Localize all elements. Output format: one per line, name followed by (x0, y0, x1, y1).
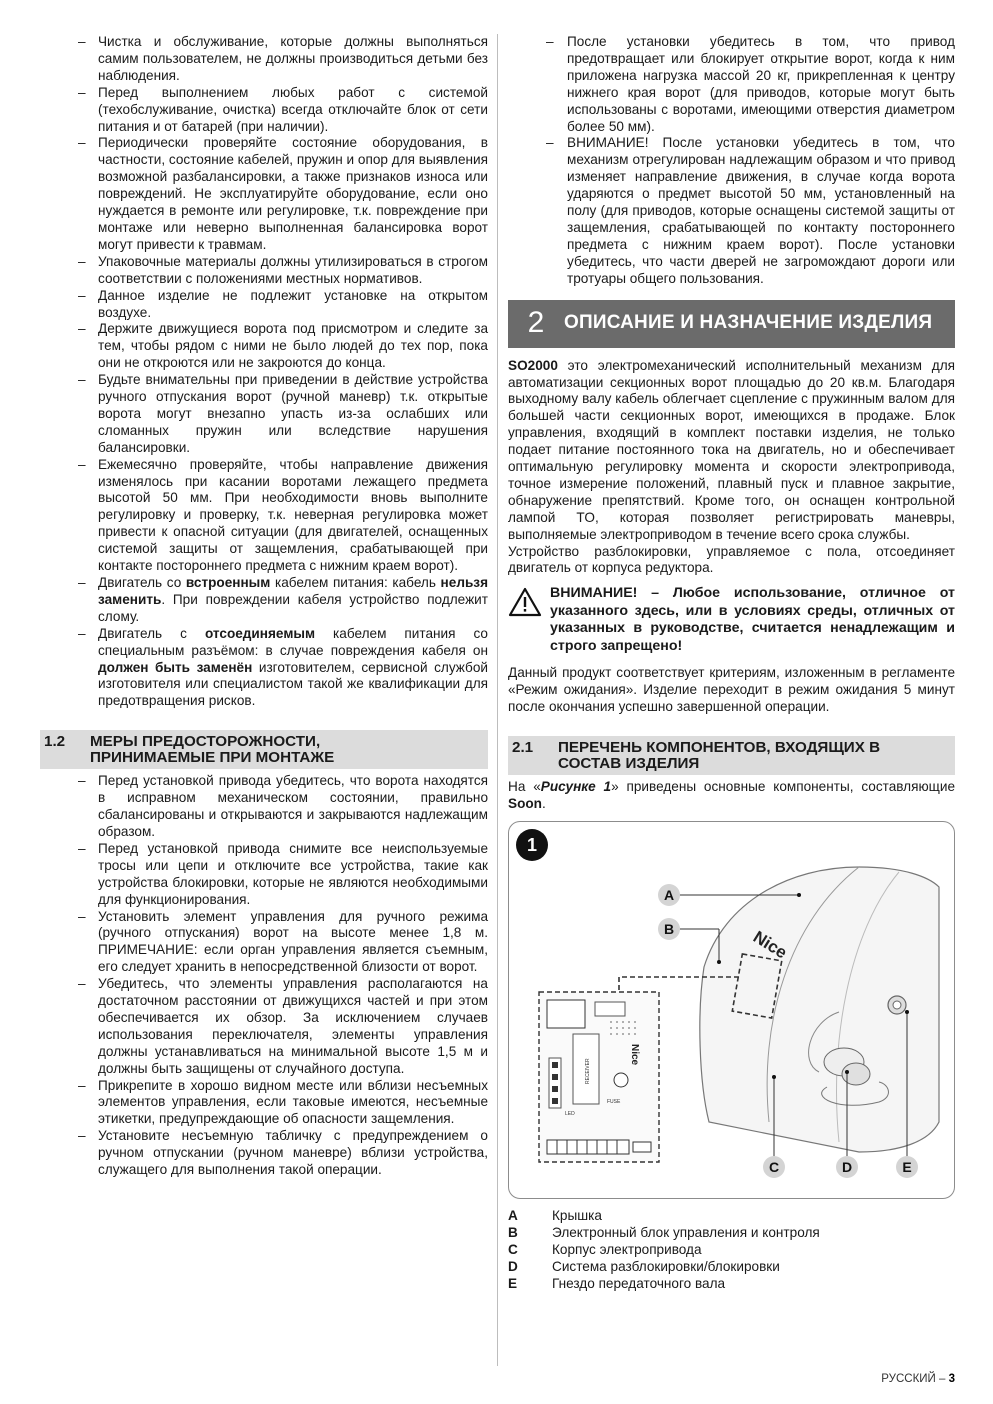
right-column (508, 34, 955, 1292)
release-description: Устройство разблокировки, управляемое с пола, отсоединяет двигатель от корпуса редуктора. (508, 543, 955, 576)
page-footer: РУССКИЙ – 3 (881, 1373, 955, 1385)
figure-number: 1 (526, 834, 538, 855)
list-item: – Будьте внимательны при приведении в действие устройства ручного отпускания ворот (ручной маневр) т.к. открытые ворота могут внезапно упасть из-за ослабших или сломанных пружин или вследствие нарушения балансировки. (40, 372, 488, 457)
section-title: ПЕРЕЧЕНЬ КОМПОНЕНТОВ, ВХОДЯЩИХ В СОСТАВ ИЗДЕЛИЯ (558, 738, 881, 772)
figure-reference: На «Рисунке 1» приведены основные компоненты, составляющие Soon. (508, 778, 956, 811)
section-heading-2 (508, 300, 955, 348)
column-divider (497, 34, 498, 1366)
list-item: – Установить элемент управления для ручного режима (ручного отпускания) ворот на высоте менее 1,8 м. ПРИМЕЧАНИЕ: если орган управления является съемным, его следует хранить в непосредственной близости от ворот. (40, 909, 488, 977)
svg-text:B: B (663, 920, 675, 937)
list-item: – Данное изделие не подлежит установке на открытом воздухе. (40, 288, 488, 322)
list-item: – Двигатель с отсоединяемым кабелем питания со специальным разъёмом: в случае повреждения кабеля он должен быть заменён изготовителем, сервисной службой изготовителя или специалистом такой же квалификации для предотвращения рисков. (40, 626, 488, 711)
section-number: 1.2 (44, 733, 66, 751)
svg-text:D: D (841, 1158, 853, 1175)
list-item: – Ежемесячно проверяйте, чтобы направление движения изменялось при касании воротами лежащего предмета высотой 50 мм. При необходимости вновь выполните регулировку и проверку, т.к. неверная регулировка может привести к опасной ситуации (для двигателей, оснащенных системой защиты от защемления, срабатывающей при контакте постороннего предмета с нижним краем ворот). (40, 457, 488, 575)
list-item: – После установки убедитесь в том, что привод предотвращает или блокирует открытие ворот, когда к ним приложена нагрузка массой 20 кг, прикрепленная к центру нижнего края ворот (для приводов, которые могут быть использованы с воротами, имеющими отверстия диаметром более 50 мм). (546, 34, 955, 135)
legend-row: B Электронный блок управления и контроля (508, 1224, 820, 1240)
list-item: – Убедитесь, что элементы управления располагаются на достаточном расстоянии от движущихся частей и при этом обеспечивается их обзор. За исключением случаев использования переключателя, элементы управления должны устанавливаться на минимальной высоте 1,5 м и должны быть защищены от случайного доступа. (40, 976, 488, 1077)
svg-text:RECEIVER: RECEIVER (585, 1057, 591, 1084)
svg-text:C: C (768, 1158, 780, 1175)
list-item: – Чистка и обслуживание, которые должны выполняться самим пользователем, не должны производиться детьми без наблюдения. (40, 34, 488, 85)
legend-row: C Корпус электропривода (508, 1241, 702, 1257)
warning-box (508, 585, 955, 655)
section-heading-2-1 (508, 736, 955, 775)
section-title: ОПИСАНИЕ И НАЗНАЧЕНИЕ ИЗДЕЛИЯ (564, 312, 933, 334)
warning-triangle-icon (508, 585, 550, 655)
legend-row: D Система разблокировки/блокировки (508, 1258, 780, 1274)
svg-text:Nice: Nice (629, 1043, 640, 1065)
legend-row: E Гнездо передаточного вала (508, 1275, 726, 1291)
safety-list (40, 34, 488, 710)
list-item: – Прикрепите в хорошо видном месте или вблизи несъемных элементов управления, если таковые имеются, несъемные этикетки, предупреждающие об опасности защемления. (40, 1078, 488, 1129)
list-item: – Упаковочные материалы должны утилизироваться в строгом соответствии с положениями местных нормативов. (40, 254, 488, 288)
section-number: 2.1 (512, 738, 534, 756)
svg-text:FUSE: FUSE (607, 1098, 621, 1105)
section-heading-1-2 (40, 730, 488, 769)
warning-text: ВНИМАНИЕ! – Любое использование, отличное от указанного здесь, или в условиях среды, отличных от указанных в руководстве, считается ненадлежащим и строго запрещено! (550, 585, 955, 654)
standby-note: Данный продукт соответствует критериям, изложенным в регламенте «Режим ожидания». Изделие переходит в режим ожидания 5 минут после окончания успешно завершенной операции. (508, 665, 955, 714)
list-item: – Перед установкой привода убедитесь, что ворота находятся в исправном механическом состоянии, правильно сбалансированы и открываются и закрываются надлежащим образом. (40, 773, 488, 841)
installation-list (40, 773, 488, 1179)
figure-legend (508, 1207, 955, 1292)
brand-logo: Nice (749, 926, 791, 962)
figure-1 (508, 821, 955, 1199)
list-item: – Двигатель со встроенным кабелем питания: кабель нельзя заменить. При повреждении кабеля устройство подлежит слому. (40, 575, 488, 626)
list-item: – Держите движущиеся ворота под присмотром и следите за тем, чтобы рядом с ними не было людей до тех пор, пока они не откроются или не закроются до конца. (40, 321, 488, 372)
svg-text:LED: LED (565, 1110, 575, 1117)
svg-text:A: A (663, 886, 675, 903)
left-column (40, 34, 488, 1179)
list-item: – Перед установкой привода снимите все неиспользуемые тросы или цепи и отключите все устройства, такие как устройства блокировки, которые не являются необходимыми для функционирования. (40, 841, 488, 909)
legend-row: A Крышка (508, 1207, 602, 1223)
section-number: 2 (527, 306, 545, 340)
motor-illustration (509, 822, 954, 1198)
list-item: – Периодически проверяйте состояние оборудования, в частности, состояние кабелей, пружин и опор для выявления возможной разбалансировки, а также признаков износа или повреждений. Не эксплуатируйте оборудование, если оно нуждается в ремонте или регулировке, т.к. повреждение при монтаже или неверно выполненная балансировка ворот могут привести к травмам. (40, 135, 488, 253)
list-item: – Установите несъемную табличку с предупреждением о ручном отпускании (ручном маневре) вблизи устройства, служащего для выполнения такой операции. (40, 1128, 488, 1179)
list-item: – ВНИМАНИЕ! После установки убедитесь в том, что механизм отрегулирован надлежащим образом и что привод изменяет направление движения, в случае когда ворота ударяются о предмет высотой 50 мм, установленный на полу (для приводов, которые оснащены системой защиты от защемления, срабатывающей по контакту постороннего предмета с нижним краем ворот). После установки убедитесь, что части дверей не загромождают дороги или тротуары общего пользования. (546, 135, 955, 287)
list-item: – Перед выполнением любых работ с системой (техобслуживание, очистка) всегда отключайте блок от сети питания и от батарей (при наличии). (40, 85, 488, 136)
section-title: МЕРЫ ПРЕДОСТОРОЖНОСТИ, ПРИНИМАЕМЫЕ ПРИ МОНТАЖЕ (90, 733, 335, 767)
product-description: SO2000 это электромеханический исполнительный механизм для автоматизации секционных ворот площадью до 20 кв.м. Благодаря выходному валу кабель облегчает сцепление с пружинным валом для большей части секционных ворот, имеющихся в продаже. Блок управления, входящий в комплект поставки изделия, не только подает питание постоянного тока на двигатель, но и обеспечивает оптимальную регулировку момента и скорости электропривода, точное измерение положений, плавный пуск и плавное закрытие, обнаружение препятствий. Кроме того, он оснащен контрольной лампой TO, которая позволяет регистрировать маневры, выполняемые электроприводом в течение всего срока службы. (508, 357, 955, 542)
svg-text:E: E (902, 1158, 912, 1175)
post-install-list (508, 34, 955, 288)
